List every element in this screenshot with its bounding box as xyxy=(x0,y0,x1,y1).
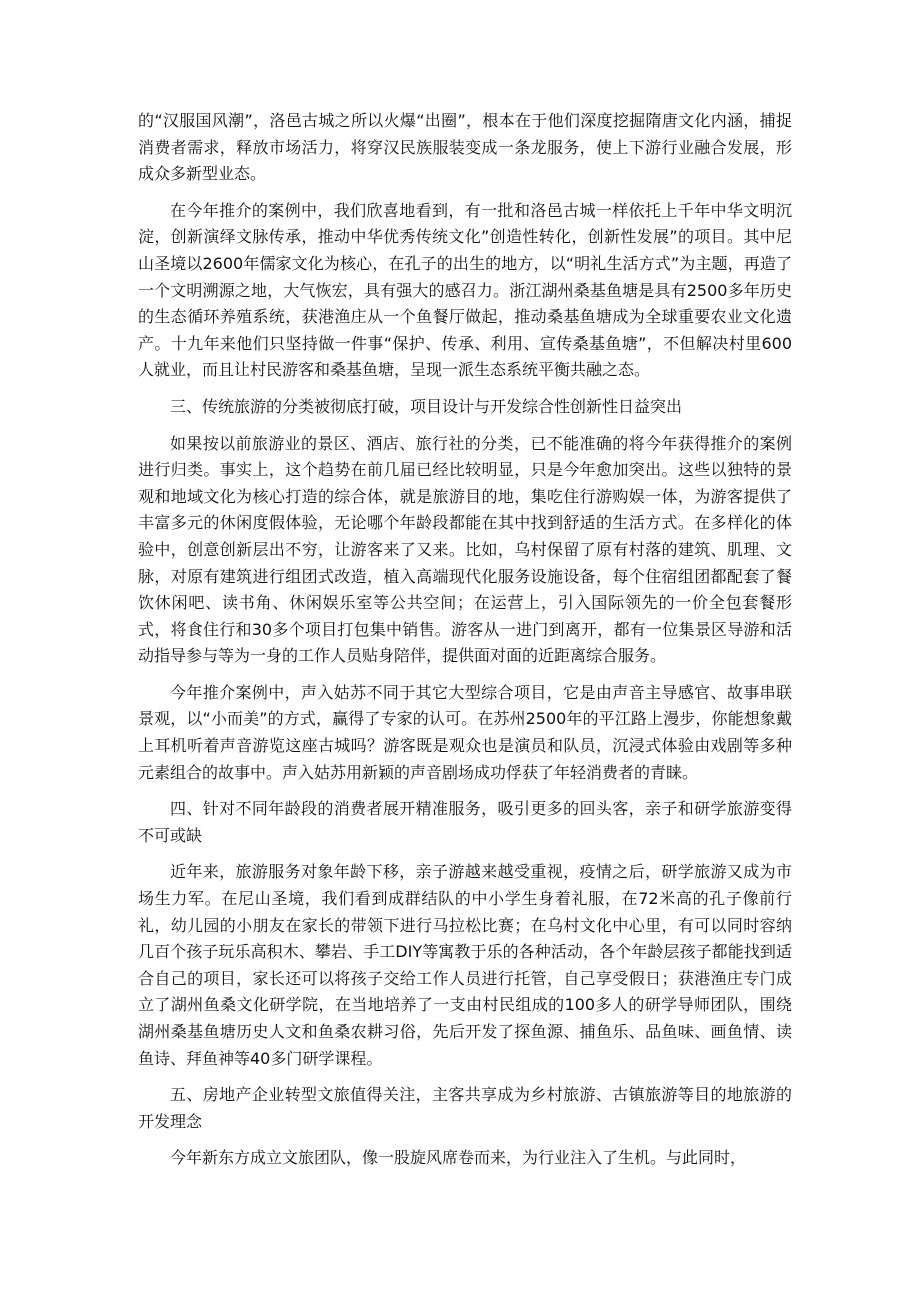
section-heading-5: 五、房地产企业转型文旅值得关注，主客共享成为乡村旅游、古镇旅游等目的地旅游的开发理念 xyxy=(138,1085,792,1131)
section-heading-3: 三、传统旅游的分类被彻底打破，项目设计与开发综合性创新性日益突出 xyxy=(170,396,683,416)
paragraph-suzhou-sound: 今年推介案例中，声入姑苏不同于其它大型综合项目，它是由声音主导感官、故事串联景观，以“小而美”的方式，赢得了专家的认可。在苏州2500年的平江路上漫步，你能想象戴上耳机听着声音游览这座古城吗？游客既是观众也是演员和队员，沉浸式体验由戏剧等多种元素组合的故事中。声入姑苏用新颖的声音剧场成功俘获了年轻消费者的青睐。 xyxy=(138,682,792,782)
paragraph-new-oriental: 今年新东方成立文旅团队，像一股旋风席卷而来，为行业注入了生机。与此同时， xyxy=(170,1148,747,1168)
document-page xyxy=(138,108,792,1182)
paragraph-hanfu-continuation: 的“汉服国风潮”，洛邑古城之所以火爆“出圈”，根本在于他们深度挖掘隋唐文化内涵，捕捉消费者需求，释放市场活力，将穿汉民族服装变成一条龙服务，使上下游行业融合发展，形成众多新型业态。 xyxy=(138,111,792,184)
section-heading-4: 四、针对不同年龄段的消费者展开精准服务，吸引更多的回头客，亲子和研学旅游变得不可或缺 xyxy=(138,799,792,845)
paragraph-family-study-tourism: 近年来，旅游服务对象年龄下移，亲子游越来越受重视，疫情之后，研学旅游又成为市场生力军。在尼山圣境，我们看到成群结队的中小学生身着礼服，在72米高的孔子像前行礼，幼儿园的小朋友在家长的带领下进行马拉松比赛；在乌村文化中心里，有可以同时容纳几百个孩子玩乐高积木、攀岩、手工DIY等寓教于乐的各种活动，各个年龄层孩子都能找到适合自己的项目，家长还可以将孩子交给工作人员进行托管，自己享受假日；获港渔庄专门成立了湖州鱼桑文化研学院，在当地培养了一支由村民组成的100多人的研学导师团队，围绕湖州桑基鱼塘历史人文和鱼桑农耕习俗，先后开发了探鱼源、捕鱼乐、品鱼味、画鱼情、读鱼诗、拜鱼神等40多门研学课程。 xyxy=(138,862,792,1068)
paragraph-cultural-heritage: 在今年推介的案例中，我们欣喜地看到，有一批和洛邑古城一样依托上千年中华文明沉淀，创新演绎文脉传承，推动中华优秀传统文化”创造性转化，创新性发展”的项目。其中尼山圣境以2600年儒家文化为核心，在孔子的出生的地方，以“明礼生活方式”为主题，再造了一个文明溯源之地，大气恢宏，具有强大的感召力。浙江湖州桑基鱼塘是具有2500多年历史的生态循环养殖系统，获港渔庄从一个鱼餐厅做起，推动桑基鱼塘成为全球重要农业文化遗产。十九年来他们只坚持做一件事“保护、传承、利用、宣传桑基鱼塘”，不但解决村里600人就业，而且让村民游客和桑基鱼塘，呈现一派生态系统平衡共融之态。 xyxy=(138,200,792,380)
paragraph-integrated-destinations: 如果按以前旅游业的景区、酒店、旅行社的分类，已不能准确的将今年获得推介的案例进行归类。事实上，这个趋势在前几届已经比较明显，只是今年愈加突出。这些以独特的景观和地域文化为核心打造的综合体，就是旅游目的地，集吃住行游购娱一体，为游客提供了丰富多元的休闲度假体验，无论哪个年龄段都能在其中找到舒适的生活方式。在多样化的体验中，创意创新层出不穷，让游客来了又来。比如，乌村保留了原有村落的建筑、肌理、文脉，对原有建筑进行组团式改造，植入高端现代化服务设施设备，每个住宿组团都配套了餐饮休闲吧、读书角、休闲娱乐室等公共空间；在运营上，引入国际领先的一价全包套餐形式，将食住行和30多个项目打包集中销售。游客从一进门到离开，都有一位集景区导游和活动指导参与等为一身的工作人员贴身陪伴，提供面对面的近距离综合服务。 xyxy=(138,433,792,666)
